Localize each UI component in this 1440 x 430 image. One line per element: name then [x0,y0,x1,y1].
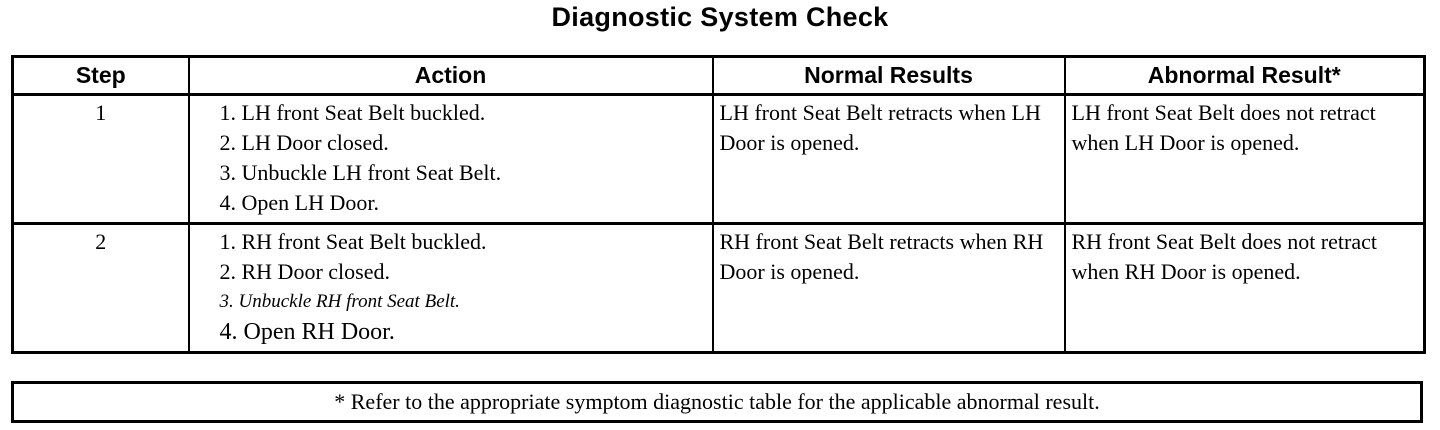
action-item: 4. Open RH Door. [219,319,395,345]
step-number: 1 [13,95,189,224]
diagnostic-table [11,55,1426,354]
step-number: 2 [13,224,189,353]
header-step: Step [13,57,189,95]
normal-result: LH front Seat Belt retracts when LH Door is opened. [713,95,1065,224]
action-item: 4. Open LH Door. [219,190,379,215]
action-list [196,227,706,347]
action-item: 2. RH Door closed. [219,259,390,284]
header-row [13,57,1425,95]
footnote: * Refer to the appropriate symptom diagnostic table for the applicable abnormal result. [11,381,1423,423]
header-abnormal-result: Abnormal Result* [1065,57,1425,95]
action-cell [189,95,713,224]
action-item: 2. LH Door closed. [219,130,389,155]
header-action: Action [189,57,713,95]
action-list [196,98,706,218]
page-title: Diagnostic System Check [551,2,889,32]
action-item: 3. Unbuckle LH front Seat Belt. [219,160,502,185]
action-item: 1. RH front Seat Belt buckled. [219,229,487,254]
table-row [13,95,1425,224]
action-cell [189,224,713,353]
action-item: 1. LH front Seat Belt buckled. [219,100,486,125]
table-header [13,57,1425,95]
abnormal-result: LH front Seat Belt does not retract when LH Door is opened. [1065,95,1425,224]
header-normal-results: Normal Results [713,57,1065,95]
action-item: 3. Unbuckle RH front Seat Belt. [219,291,460,312]
table-row [13,224,1425,353]
abnormal-result: RH front Seat Belt does not retract when RH Door is opened. [1065,224,1425,353]
normal-result: RH front Seat Belt retracts when RH Door is opened. [713,224,1065,353]
